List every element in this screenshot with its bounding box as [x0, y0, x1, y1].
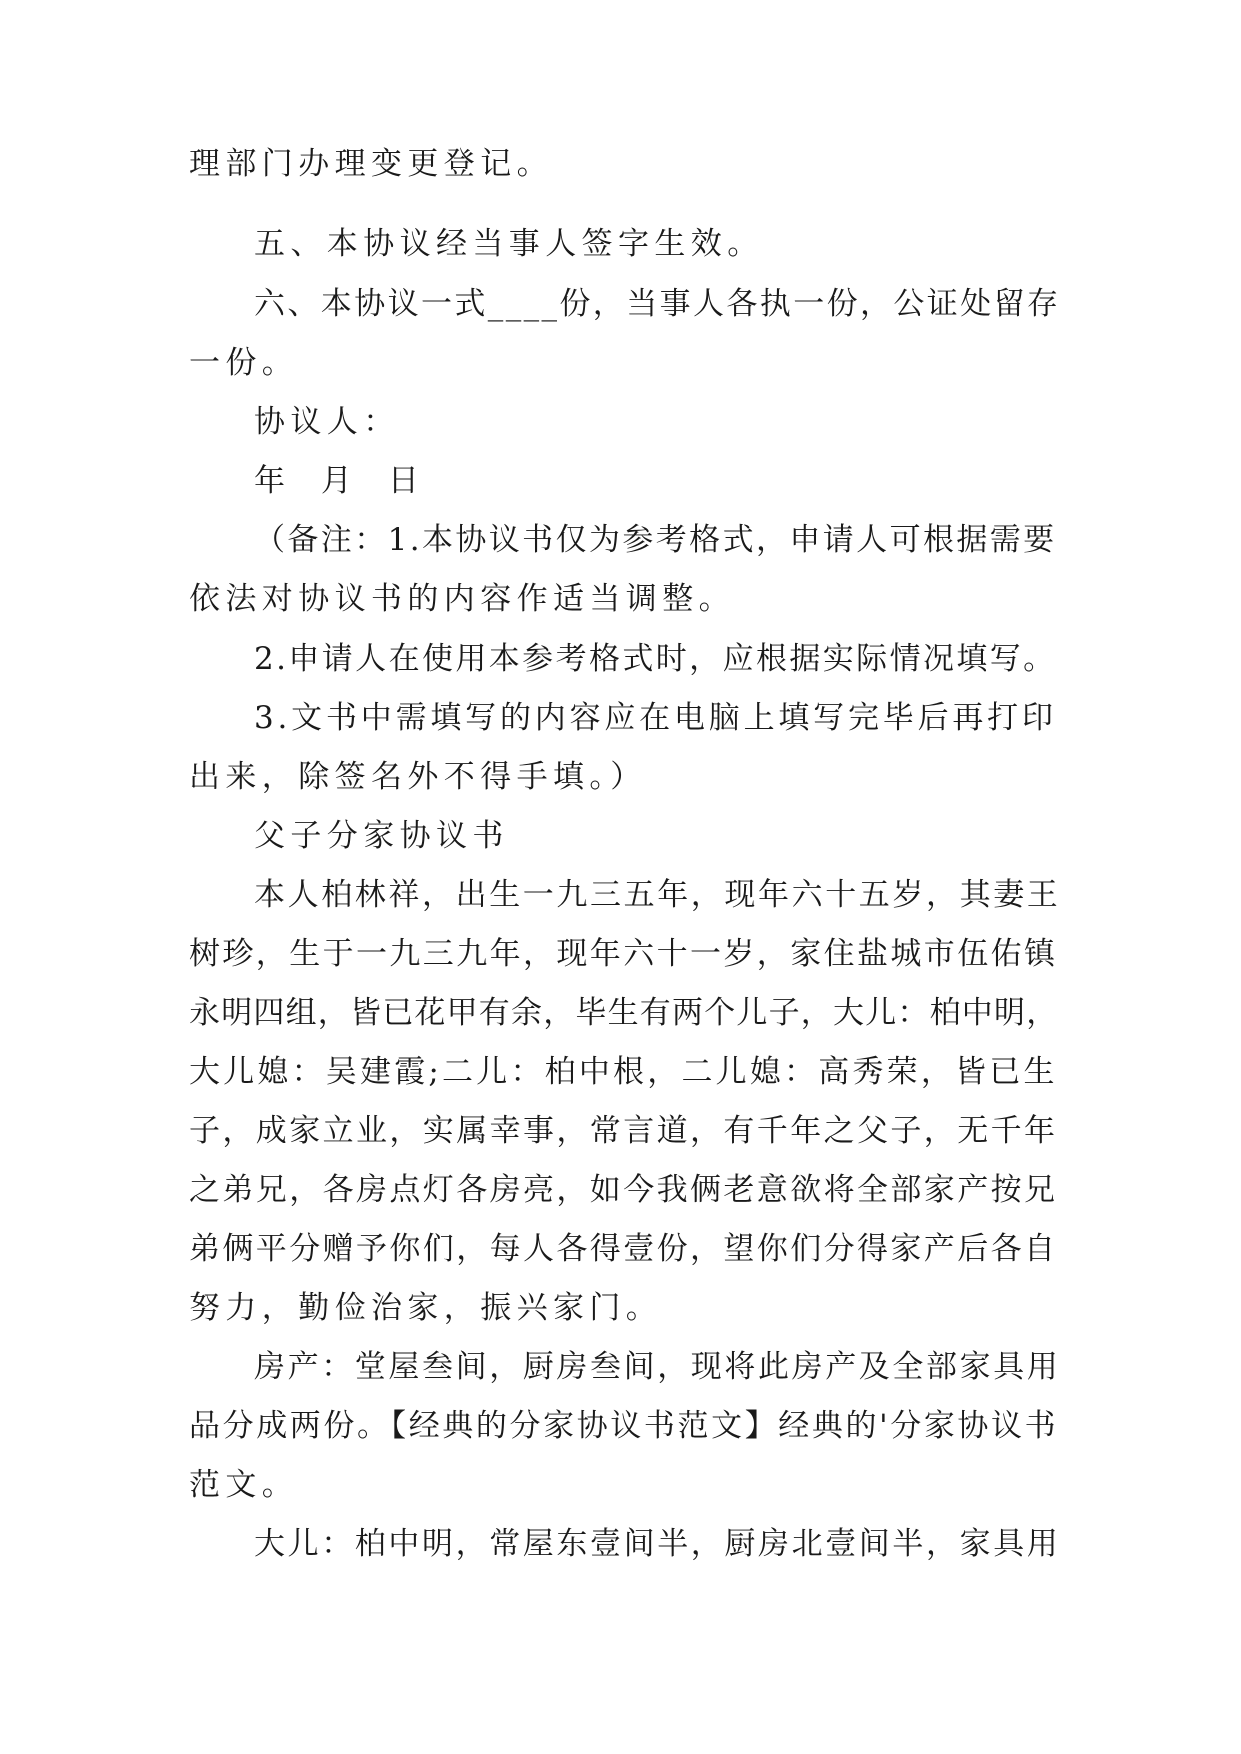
text-line: 努力，勤俭治家，振兴家门。: [189, 1290, 663, 1326]
text-line: 协议人：: [254, 404, 400, 440]
text-line: 树珍，生于一九三九年，现年六十一岁，家住盐城市伍佑镇: [189, 936, 1058, 972]
text-line: 品分成两份。【经典的分家协议书范文】经典的'分家协议书: [189, 1408, 1059, 1444]
text-line: 永明四组，皆已花甲有余，毕生有两个儿子，大儿：柏中明，: [189, 995, 1059, 1031]
text-line: 范文。: [189, 1467, 299, 1503]
text-line: 依法对协议书的内容作适当调整。: [189, 581, 735, 617]
text-line: 大儿媳：吴建霞;二儿：柏中根，二儿媳：高秀荣，皆已生: [189, 1054, 1058, 1090]
section-title: 父子分家协议书: [254, 818, 509, 854]
text-line: 之弟兄，各房点灯各房亮，如今我俩老意欲将全部家产按兄: [189, 1172, 1058, 1208]
text-line: 出来，除签名外不得手填。）: [189, 759, 647, 795]
text-line: 本人柏林祥，出生一九三五年，现年六十五岁，其妻王: [254, 877, 1061, 913]
text-line: 年 月 日: [254, 463, 425, 499]
text-line: 2.申请人在使用本参考格式时，应根据实际情况填写。: [254, 641, 1057, 677]
text-line: 弟俩平分赠予你们，每人各得壹份，望你们分得家产后各自: [189, 1231, 1058, 1267]
text-line: 一份。: [189, 345, 299, 381]
text-line: 五、本协议经当事人签字生效。: [254, 226, 764, 262]
text-line: 3.文书中需填写的内容应在电脑上填写完毕后再打印: [254, 700, 1057, 736]
text-line: 六、本协议一式____份，当事人各执一份，公证处留存: [254, 286, 1061, 322]
text-line: （备注：1.本协议书仅为参考格式，申请人可根据需要: [254, 522, 1057, 558]
text-line: 大儿：柏中明，常屋东壹间半，厨房北壹间半，家具用: [254, 1526, 1061, 1562]
text-line: 子，成家立业，实属幸事，常言道，有千年之父子，无千年: [189, 1113, 1058, 1149]
text-line: 理部门办理变更登记。: [189, 146, 553, 182]
text-line: 房产：堂屋叁间，厨房叁间，现将此房产及全部家具用: [254, 1349, 1061, 1385]
